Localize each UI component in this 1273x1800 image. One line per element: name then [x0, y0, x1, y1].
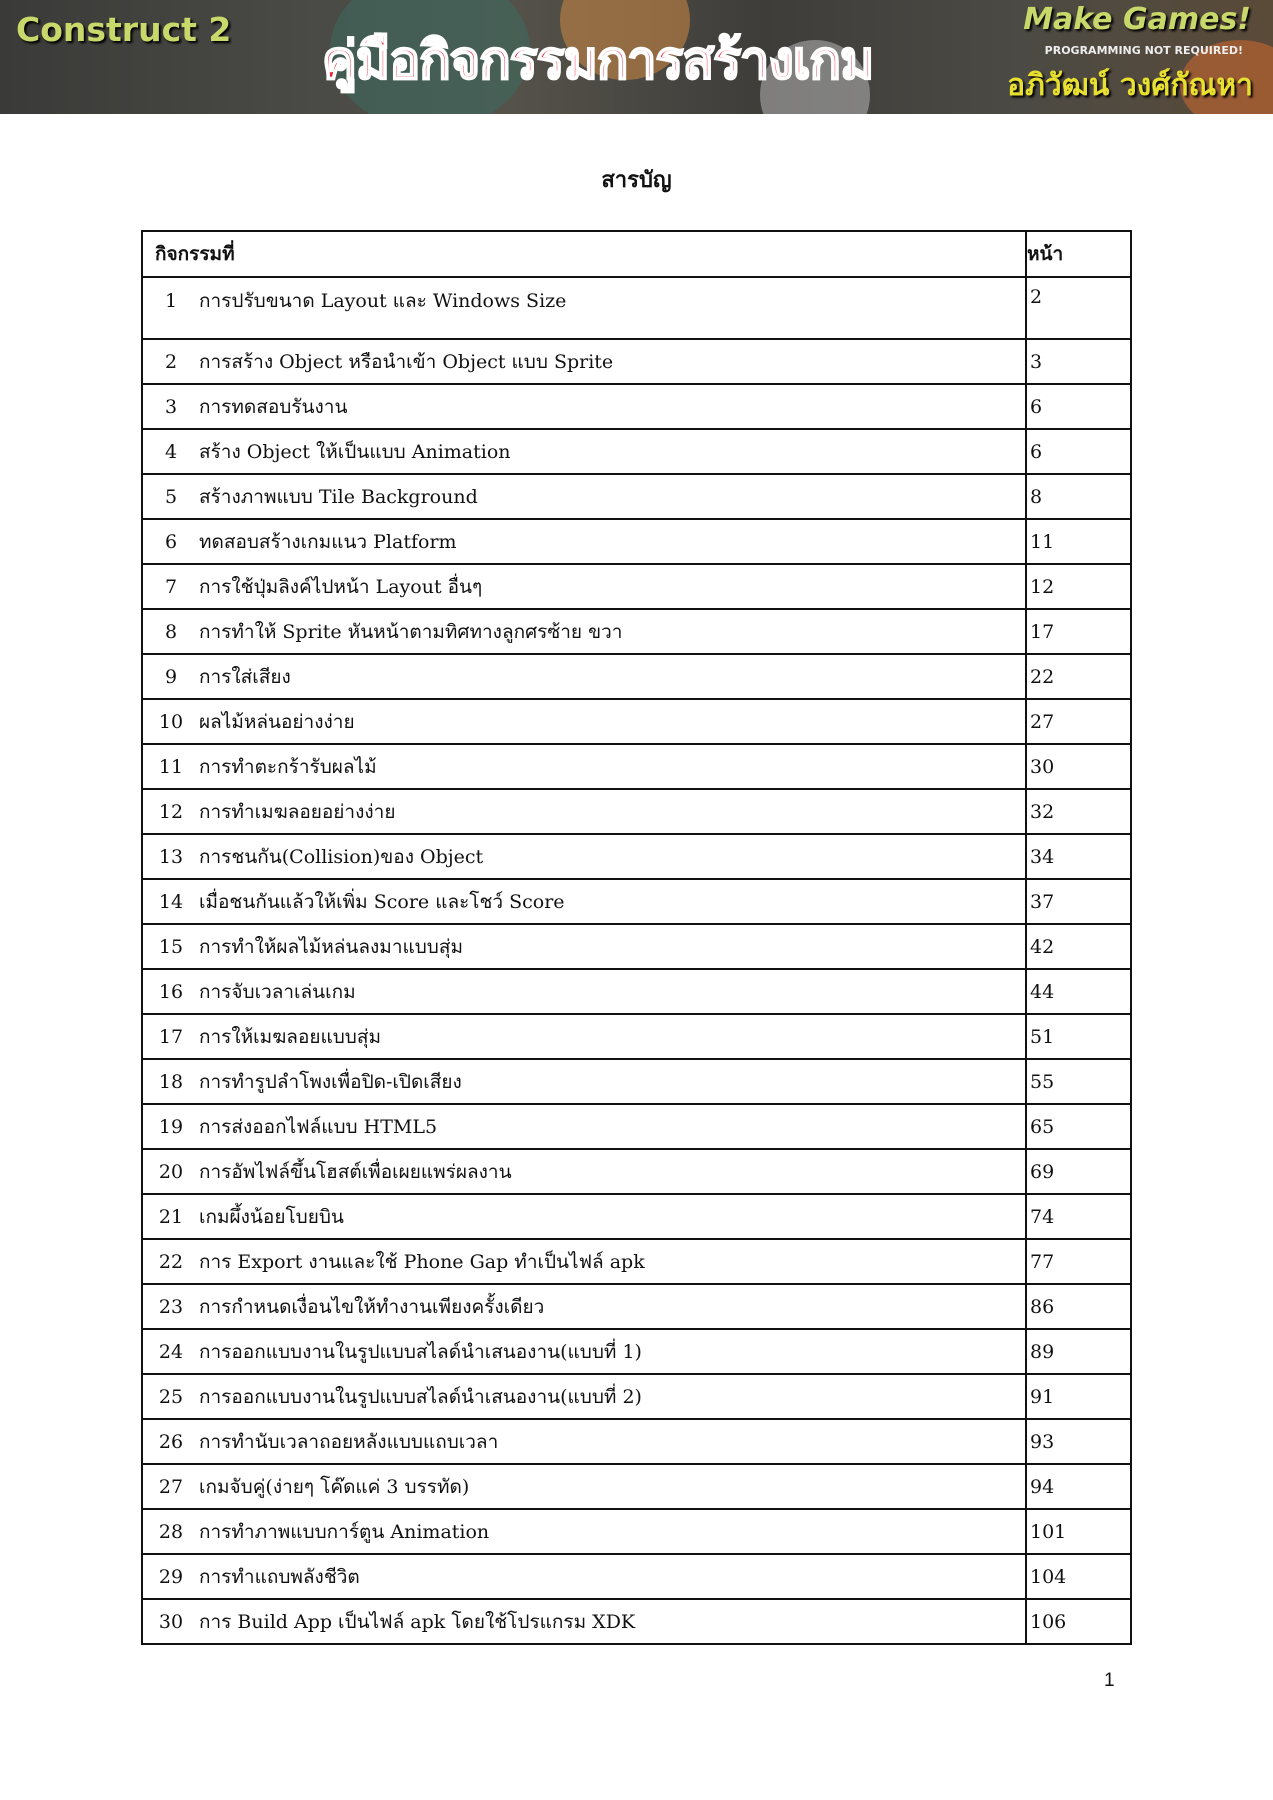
activity-title: การส่งออกไฟล์แบบ HTML5 — [199, 1115, 438, 1138]
activity-cell — [142, 1194, 1026, 1239]
activity-number: 19 — [158, 1115, 184, 1138]
activity-cell — [142, 699, 1026, 744]
activity-number: 25 — [158, 1385, 184, 1408]
header-page: หน้า — [1026, 231, 1131, 277]
activity-cell — [142, 789, 1026, 834]
table-row — [142, 1014, 1131, 1059]
activity-cell — [142, 609, 1026, 654]
table-row — [142, 834, 1131, 879]
page-number: 1 — [1104, 1670, 1115, 1691]
activity-title: ทดสอบสร้างเกมแนว Platform — [199, 530, 457, 553]
activity-title: เมื่อชนกันแล้วให้เพิ่ม Score และโชว์ Score — [199, 890, 565, 913]
activity-number: 21 — [158, 1205, 184, 1228]
activity-number: 14 — [158, 890, 184, 913]
activity-cell — [142, 1374, 1026, 1419]
activity-title: การปรับขนาด Layout และ Windows Size — [199, 290, 567, 312]
table-row — [142, 654, 1131, 699]
table-row — [142, 429, 1131, 474]
activity-title: การออกแบบงานในรูปแบบสไลด์นำเสนองาน(แบบที่ 2) — [199, 1385, 642, 1408]
activity-title: การชนกัน(Collision)ของ Object — [199, 845, 484, 868]
brand-logo: Construct 2 — [16, 10, 232, 49]
page-cell: 6 — [1026, 429, 1131, 474]
activity-number: 20 — [158, 1160, 184, 1183]
activity-number: 10 — [158, 710, 184, 733]
activity-cell — [142, 969, 1026, 1014]
activity-number: 8 — [164, 620, 178, 643]
activity-number: 7 — [164, 575, 178, 598]
table-row — [142, 1599, 1131, 1644]
activity-number: 9 — [164, 665, 178, 688]
activity-cell — [142, 834, 1026, 879]
activity-title: การให้เมฆลอยแบบสุ่ม — [199, 1025, 381, 1048]
activity-cell — [142, 654, 1026, 699]
activity-cell — [142, 339, 1026, 384]
activity-number: 30 — [158, 1610, 184, 1633]
header-activity: กิจกรรมที่ — [142, 231, 1026, 277]
activity-number: 15 — [158, 935, 184, 958]
activity-cell — [142, 1059, 1026, 1104]
activity-title: การทำเมฆลอยอย่างง่าย — [199, 800, 396, 823]
activity-cell — [142, 1464, 1026, 1509]
activity-number: 26 — [158, 1430, 184, 1453]
page-cell: 101 — [1026, 1509, 1131, 1554]
activity-number: 11 — [158, 755, 184, 778]
activity-title: การทำรูปลำโพงเพื่อปิด-เปิดเสียง — [199, 1070, 462, 1093]
table-row — [142, 1419, 1131, 1464]
activity-number: 16 — [158, 980, 184, 1003]
page-cell: 8 — [1026, 474, 1131, 519]
activity-cell — [142, 1509, 1026, 1554]
activity-cell — [142, 1554, 1026, 1599]
table-row — [142, 879, 1131, 924]
activity-number: 13 — [158, 845, 184, 868]
activity-title: การทดสอบรันงาน — [199, 395, 348, 418]
page-cell: 106 — [1026, 1599, 1131, 1644]
table-row — [142, 969, 1131, 1014]
page-title: สารบัญ — [601, 167, 672, 193]
activity-number: 5 — [164, 485, 178, 508]
activity-cell — [142, 1149, 1026, 1194]
page-cell: 86 — [1026, 1284, 1131, 1329]
page-cell: 74 — [1026, 1194, 1131, 1239]
activity-cell — [142, 1239, 1026, 1284]
table-row — [142, 1509, 1131, 1554]
activity-cell — [142, 1419, 1026, 1464]
activity-number: 4 — [164, 440, 178, 463]
activity-title: การ Build App เป็นไฟล์ apk โดยใช้โปรแกรม XDK — [199, 1610, 636, 1633]
activity-number: 24 — [158, 1340, 184, 1363]
page-cell: 17 — [1026, 609, 1131, 654]
table-row — [142, 699, 1131, 744]
table-row — [142, 1464, 1131, 1509]
activity-number: 27 — [158, 1475, 184, 1498]
table-row — [142, 744, 1131, 789]
activity-cell — [142, 474, 1026, 519]
page-cell: 44 — [1026, 969, 1131, 1014]
activity-number: 3 — [164, 395, 178, 418]
table-row — [142, 1329, 1131, 1374]
activity-number: 18 — [158, 1070, 184, 1093]
page-cell: 12 — [1026, 564, 1131, 609]
page-cell: 27 — [1026, 699, 1131, 744]
page-cell: 51 — [1026, 1014, 1131, 1059]
table-row — [142, 1239, 1131, 1284]
table-row — [142, 1374, 1131, 1419]
table-header-row — [142, 231, 1131, 277]
page-cell: 77 — [1026, 1239, 1131, 1284]
page-cell: 104 — [1026, 1554, 1131, 1599]
activity-number: 1 — [164, 290, 178, 312]
page-cell: 91 — [1026, 1374, 1131, 1419]
banner-slogan: Make Games! — [1023, 2, 1251, 37]
activity-number: 28 — [158, 1520, 184, 1543]
page-cell: 94 — [1026, 1464, 1131, 1509]
table-row — [142, 789, 1131, 834]
page-cell: 89 — [1026, 1329, 1131, 1374]
activity-title: การอัพไฟล์ขึ้นโฮสต์เพื่อเผยแพร่ผลงาน — [199, 1160, 512, 1183]
activity-number: 29 — [158, 1565, 184, 1588]
activity-cell — [142, 384, 1026, 429]
table-row — [142, 1284, 1131, 1329]
banner-title: คู่มือกิจกรรมการสร้างเกม — [322, 31, 874, 91]
activity-title: การทำให้ผลไม้หล่นลงมาแบบสุ่ม — [199, 935, 463, 958]
activity-title: การใส่เสียง — [199, 665, 291, 688]
activity-title: เกมผึ้งน้อยโบยบิน — [199, 1205, 344, 1228]
activity-title: เกมจับคู่(ง่ายๆ โค๊ดแค่ 3 บรรทัด) — [199, 1475, 470, 1498]
activity-cell — [142, 879, 1026, 924]
activity-title: การจับเวลาเล่นเกม — [199, 980, 356, 1003]
page-cell: 3 — [1026, 339, 1131, 384]
activity-cell — [142, 924, 1026, 969]
table-row — [142, 1104, 1131, 1149]
page-cell: 32 — [1026, 789, 1131, 834]
activity-number: 2 — [164, 350, 178, 373]
page-cell: 37 — [1026, 879, 1131, 924]
table-row — [142, 474, 1131, 519]
table-row — [142, 384, 1131, 429]
page-cell: 22 — [1026, 654, 1131, 699]
page-cell: 30 — [1026, 744, 1131, 789]
activity-cell — [142, 277, 1026, 339]
table-row — [142, 519, 1131, 564]
page-cell: 55 — [1026, 1059, 1131, 1104]
activity-number: 23 — [158, 1295, 184, 1318]
table-row — [142, 339, 1131, 384]
activity-title: การ Export งานและใช้ Phone Gap ทำเป็นไฟล์ apk — [199, 1250, 645, 1273]
table-row — [142, 1059, 1131, 1104]
activity-cell — [142, 564, 1026, 609]
toc-table — [141, 230, 1132, 1645]
activity-title: การทำแถบพลังชีวิต — [199, 1565, 360, 1588]
activity-cell — [142, 1599, 1026, 1644]
page-cell: 42 — [1026, 924, 1131, 969]
activity-cell — [142, 1329, 1026, 1374]
table-row — [142, 924, 1131, 969]
activity-cell — [142, 429, 1026, 474]
activity-number: 12 — [158, 800, 184, 823]
activity-title: การออกแบบงานในรูปแบบสไลด์นำเสนองาน(แบบที่ 1) — [199, 1340, 642, 1363]
header-banner — [0, 0, 1273, 114]
activity-title: การทำให้ Sprite หันหน้าตามทิศทางลูกศรซ้าย ขวา — [199, 620, 623, 643]
activity-title: การทำตะกร้ารับผลไม้ — [199, 755, 377, 778]
activity-cell — [142, 519, 1026, 564]
activity-title: การกำหนดเงื่อนไขให้ทำงานเพียงครั้งเดียว — [199, 1295, 545, 1318]
page-cell: 11 — [1026, 519, 1131, 564]
activity-number: 17 — [158, 1025, 184, 1048]
page-cell: 2 — [1026, 277, 1131, 339]
activity-cell — [142, 1014, 1026, 1059]
activity-title: สร้าง Object ให้เป็นแบบ Animation — [199, 440, 511, 463]
table-row — [142, 564, 1131, 609]
activity-title: การทำภาพแบบการ์ตูน Animation — [199, 1520, 490, 1543]
activity-number: 22 — [158, 1250, 184, 1273]
page-cell: 65 — [1026, 1104, 1131, 1149]
activity-title: การใช้ปุ่มลิงค์ไปหน้า Layout อื่นๆ — [199, 575, 483, 598]
activity-title: การทำนับเวลาถอยหลังแบบแถบเวลา — [199, 1430, 499, 1453]
page-cell: 34 — [1026, 834, 1131, 879]
table-row — [142, 1554, 1131, 1599]
table-row — [142, 609, 1131, 654]
activity-title: สร้างภาพแบบ Tile Background — [199, 485, 478, 508]
table-row — [142, 277, 1131, 339]
page-cell: 93 — [1026, 1419, 1131, 1464]
page-cell: 6 — [1026, 384, 1131, 429]
page-cell: 69 — [1026, 1149, 1131, 1194]
activity-cell — [142, 744, 1026, 789]
activity-title: การสร้าง Object หรือนำเข้า Object แบบ Sprite — [199, 350, 614, 373]
banner-tagline: PROGRAMMING NOT REQUIRED! — [1044, 44, 1243, 57]
table-row — [142, 1194, 1131, 1239]
table-row — [142, 1149, 1131, 1194]
banner-author: อภิวัฒน์ วงศ์กัณหา — [1007, 68, 1253, 103]
activity-cell — [142, 1104, 1026, 1149]
activity-number: 6 — [164, 530, 178, 553]
activity-cell — [142, 1284, 1026, 1329]
activity-title: ผลไม้หล่นอย่างง่าย — [199, 710, 355, 733]
